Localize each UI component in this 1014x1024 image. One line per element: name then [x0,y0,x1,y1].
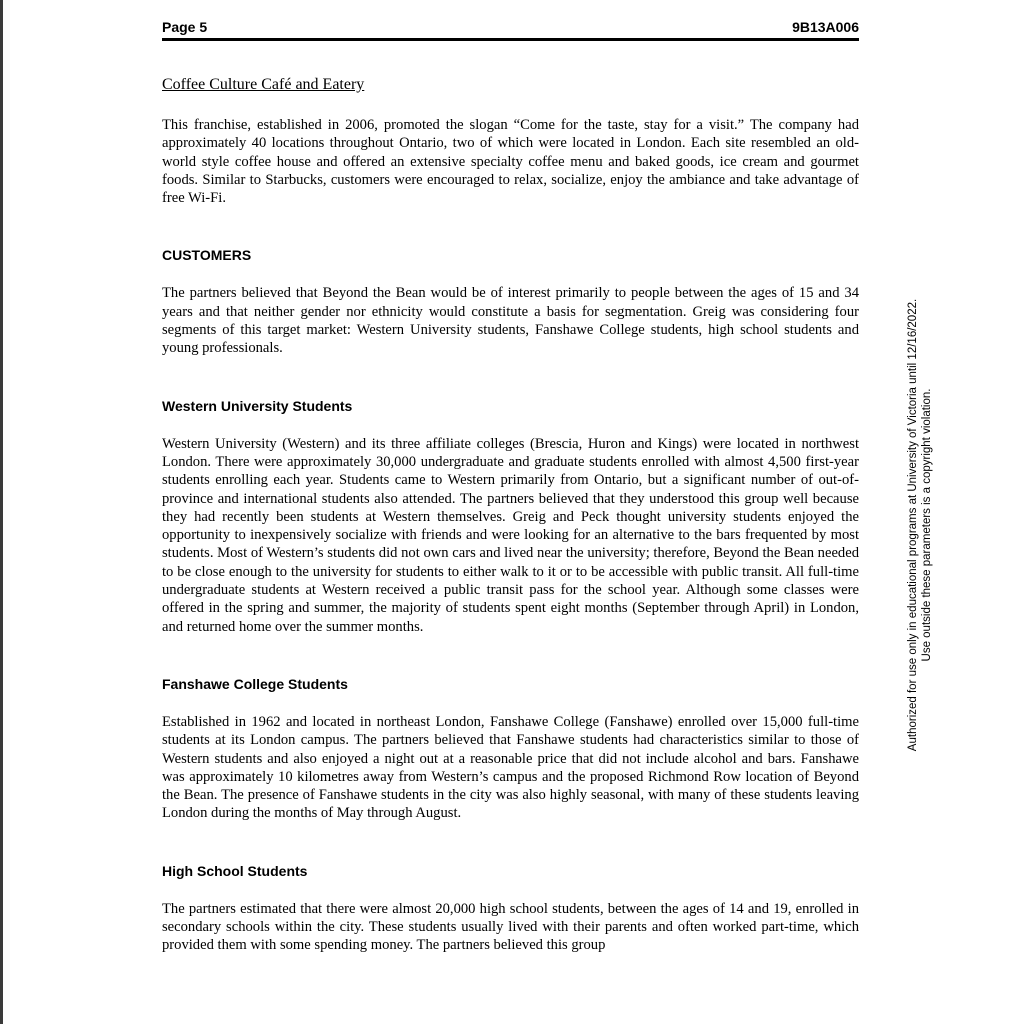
copyright-notice [903,290,937,760]
heading-western-students: Western University Students [162,397,353,414]
paragraph-fanshawe-students: Established in 1962 and located in northeast London, Fanshawe College (Fanshawe) enrolled over 15,000 full-time students at its London campus. The partners believed that Fanshawe students had characteristics similar to those of Western students and also enjoyed a night out at a reasonable price that did not include alcohol and bars. Fanshawe was approximately 10 kilometres away from Western’s campus and the proposed Richmond Row location of Beyond the Bean. The presence of Fanshawe students in the city was also highly seasonal, with many of these students leaving London during the months of May through August. [162,713,859,822]
section-title-coffee-culture: Coffee Culture Café and Eatery [162,76,365,93]
paragraph-western-students: Western University (Western) and its three affiliate colleges (Brescia, Huron and Kings) were located in northwest London. There were approximately 30,000 undergraduate and graduate students enrolled with almost 4,500 first-year students enrolling each year. Students came to Western primarily from Ontario, but a significant number of out-of-province and international students also attended. The partners believed that they understood this group well because they had recently been students at Western themselves. Greig and Peck thought university students enjoyed the opportunity to inexpensively socialize with friends and were looking for an alternative to the bars frequented by most students. Most of Western’s students did not own cars and lived near the university; therefore, Beyond the Bean needed to be close enough to the university for students to either walk to it or to be accessible with public transit. All full-time undergraduate students at Western received a public transit pass for the school year. Although some classes were offered in the spring and summer, the majority of students spent eight months (September through April) in London, and returned home over the summer months. [162,435,859,635]
page-header [162,19,859,39]
case-code: 9B13A006 [792,19,859,35]
paragraph-coffee-culture: This franchise, established in 2006, promoted the slogan “Come for the taste, stay for a visit.” The company had approximately 40 locations throughout Ontario, two of which were located in London. Each site resembled an old-world style coffee house and offered an extensive specialty coffee menu and baked goods, ice cream and gourmet foods. Similar to Starbucks, customers were encouraged to relax, socialize, enjoy the ambiance and take advantage of free Wi-Fi. [162,117,859,207]
document-body [162,75,859,955]
heading-fanshawe-students: Fanshawe College Students [162,675,348,692]
heading-customers: CUSTOMERS [162,247,252,264]
viewer-left-edge [0,0,3,1024]
header-rule [162,38,859,41]
paragraph-high-school-students: The partners estimated that there were almost 20,000 high school students, between the ages of 14 and 19, enrolled in secondary schools within the city. These students usually lived with their parents and often worked part-time, which provided them with some spending money. The partners believed this group [162,900,859,954]
copyright-line-1: Authorized for use only in educational programs at University of Victoria until 12/16/2022. [907,298,919,752]
copyright-line-2: Use outside these parameters is a copyright violation. [921,388,933,662]
page-number: Page 5 [162,19,208,35]
copyright-notice-text [906,290,934,760]
paragraph-customers: The partners believed that Beyond the Bean would be of interest primarily to people between the ages of 15 and 34 years and that neither gender nor ethnicity would constitute a basis for segmentation. Greig was considering four segments of this target market: Western University students, Fanshawe College students, high school students and young professionals. [162,285,859,357]
heading-high-school-students: High School Students [162,862,308,879]
